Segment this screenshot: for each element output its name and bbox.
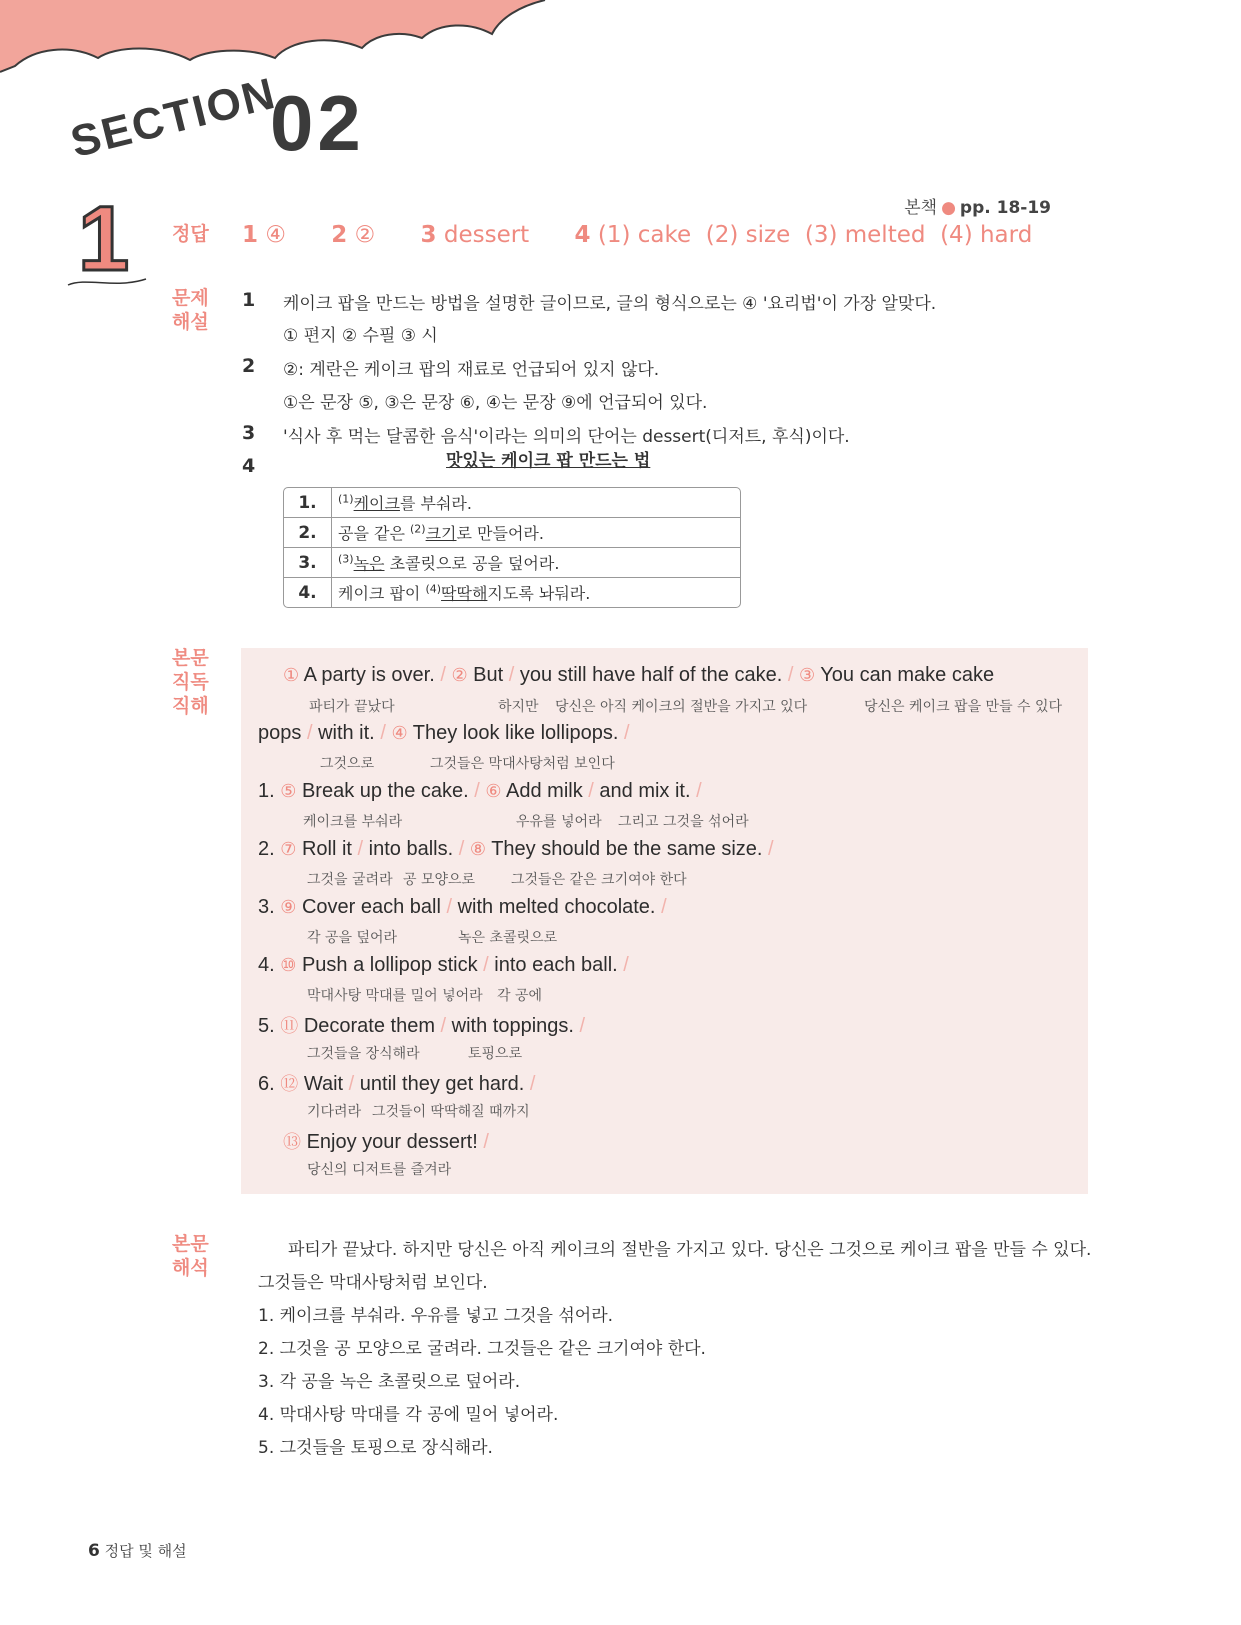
problem-number: 1 bbox=[78, 188, 130, 290]
answer-1: 1 ④ bbox=[242, 222, 286, 248]
gloss: 막대사탕 막대를 밀어 넣어라 bbox=[307, 988, 483, 1004]
explanation-text: 케이크 팝을 만드는 방법을 설명한 글이므로, 글의 형식으로는 ④ '요리법'이 가장 알맞다. bbox=[283, 294, 937, 314]
gloss: 그리고 그것을 섞어라 bbox=[618, 814, 749, 830]
gloss: 파티가 끝났다 bbox=[309, 699, 395, 715]
table-row: 2. 공을 같은 $^{(2)}$크기로 만들어라. bbox=[284, 518, 740, 548]
answer-3: 3 dessert bbox=[420, 222, 530, 248]
explanation-text: ①은 문장 ⑤, ③은 문장 ⑥, ④는 문장 ⑨에 언급되어 있다. bbox=[283, 393, 708, 413]
answer-4: 4 (1) cake (2) size (3) melted (4) hard bbox=[574, 222, 1033, 248]
question-number: 2 bbox=[242, 355, 256, 377]
gloss: 당신은 케이크 팝을 만들 수 있다 bbox=[864, 699, 1063, 715]
translation-line: 5. 그것들을 토핑으로 장식해라. bbox=[258, 1438, 493, 1458]
page-ref-label: 본책 bbox=[904, 198, 938, 218]
gloss: 하지만 bbox=[498, 699, 539, 715]
reading-line: 4. ⑩ Push a lollipop stick / into each ball. / bbox=[258, 954, 629, 976]
translation-line: 3. 각 공을 녹은 초콜릿으로 덮어라. bbox=[258, 1372, 521, 1392]
label-explanation: 문제 해설 bbox=[172, 287, 209, 333]
translation-line: 1. 케이크를 부숴라. 우유를 넣고 그것을 섞어라. bbox=[258, 1306, 614, 1326]
answer-2: 2 ② bbox=[331, 222, 376, 248]
gloss: 당신의 디저트를 즐겨라 bbox=[307, 1162, 452, 1178]
table-row: 1. $^{(1)}$케이크를 부숴라. bbox=[284, 488, 740, 518]
gloss: 공 모양으로 bbox=[403, 872, 476, 888]
reading-line: 6. ⑫ Wait / until they get hard. / bbox=[258, 1073, 536, 1095]
page-reference: 본책 ● pp. 18-19 bbox=[904, 198, 1051, 218]
cloud-banner bbox=[0, 0, 560, 80]
reading-line: 1. ⑤ Break up the cake. / ⑥ Add milk / and mix it. / bbox=[258, 780, 702, 802]
recipe-title: 맛있는 케이크 팝 만드는 법 bbox=[446, 451, 651, 471]
gloss: 우유를 넣어라 bbox=[516, 814, 602, 830]
table-row: 3. $^{(3)}$녹은 초콜릿으로 공을 덮어라. bbox=[284, 548, 740, 578]
answer-row bbox=[242, 222, 1070, 248]
label-reading: 본문 직독 직해 bbox=[172, 647, 209, 717]
translation-line: 그것들은 막대사탕처럼 보인다. bbox=[258, 1273, 488, 1293]
reading-line: ⑬ Enjoy your dessert! / bbox=[283, 1131, 489, 1153]
explanation-text: ②: 계란은 케이크 팝의 재료로 언급되어 있지 않다. bbox=[283, 360, 660, 380]
page-ref-pages: pp. 18-19 bbox=[959, 198, 1051, 218]
table-row: 4. 케이크 팝이 $^{(4)}$딱딱해지도록 놔둬라. bbox=[284, 578, 740, 607]
gloss: 그것을 굴려라 bbox=[307, 872, 393, 888]
footer-label: 정답 및 해설 bbox=[104, 1542, 187, 1560]
gloss: 그것들은 막대사탕처럼 보인다 bbox=[430, 756, 615, 772]
gloss: 그것들이 딱딱해질 때까지 bbox=[372, 1104, 530, 1120]
gloss: 그것들을 장식해라 bbox=[307, 1046, 420, 1062]
label-translation: 본문 해석 bbox=[172, 1233, 209, 1279]
reading-line: ① A party is over. / ② But / you still have half of the cake. / ③ You can make cake bbox=[283, 664, 995, 686]
translation-line: 4. 막대사탕 막대를 각 공에 밀어 넣어라. bbox=[258, 1405, 559, 1425]
question-number: 1 bbox=[242, 289, 256, 311]
question-number: 4 bbox=[242, 455, 256, 477]
reading-line: 2. ⑦ Roll it / into balls. / ⑧ They should be the same size. / bbox=[258, 838, 774, 860]
question-number: 3 bbox=[242, 422, 256, 444]
problem-number-underline bbox=[66, 275, 148, 291]
explanation-text: ① 편지 ② 수필 ③ 시 bbox=[283, 326, 438, 346]
gloss: 그것들은 같은 크기여야 한다 bbox=[511, 872, 687, 888]
reading-line: pops / with it. / ④ They look like lollipops. / bbox=[258, 722, 630, 744]
page-number: 6 bbox=[88, 1541, 100, 1561]
gloss: 케이크를 부숴라 bbox=[303, 814, 403, 830]
gloss: 녹은 초콜릿으로 bbox=[458, 930, 558, 946]
translation-line: 파티가 끝났다. 하지만 당신은 아직 케이크의 절반을 가지고 있다. 당신은 그것으로 케이크 팝을 만들 수 있다. bbox=[288, 1240, 1092, 1260]
gloss: 기다려라 bbox=[307, 1104, 362, 1120]
footer bbox=[88, 1540, 187, 1561]
gloss: 당신은 아직 케이크의 절반을 가지고 있다 bbox=[555, 699, 808, 715]
label-answer: 정답 bbox=[172, 223, 209, 245]
gloss: 토핑으로 bbox=[468, 1046, 523, 1062]
gloss: 각 공에 bbox=[497, 988, 543, 1004]
recipe-table bbox=[283, 487, 741, 608]
translation-line: 2. 그것을 공 모양으로 굴려라. 그것들은 같은 크기여야 한다. bbox=[258, 1339, 706, 1359]
section-number: 02 bbox=[270, 79, 365, 167]
section-word: SECTION bbox=[65, 68, 282, 168]
explanation-text: '식사 후 먹는 달콤한 음식'이라는 의미의 단어는 dessert(디저트, 후식)이다. bbox=[283, 427, 850, 447]
gloss: 그것으로 bbox=[320, 756, 375, 772]
gloss: 각 공을 덮어라 bbox=[307, 930, 398, 946]
reading-line: 5. ⑪ Decorate them / with toppings. / bbox=[258, 1015, 586, 1037]
reading-line: 3. ⑨ Cover each ball / with melted chocolate. / bbox=[258, 896, 667, 918]
